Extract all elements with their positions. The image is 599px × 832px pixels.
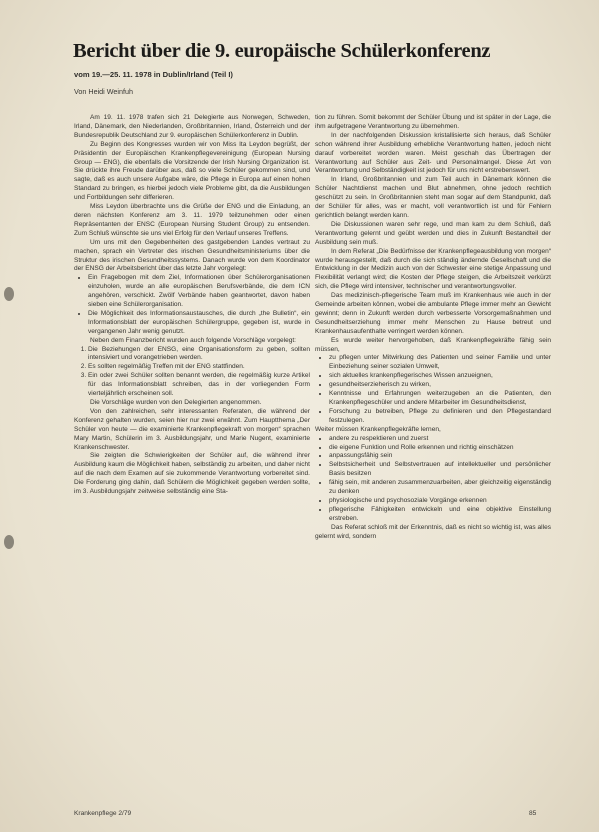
paragraph: tion zu führen. Somit bekommt der Schüler Übung und ist später in der Lage, die ihm aufgetragene Verantwortung zu übernehmen. (315, 114, 551, 130)
paragraph: In dem Referat „Die Bedürfnisse der Krankenpflegeausbildung von morgen“ wurde herausgestellt, daß durch die sich ständig ändernde Gesellschaft und die Entwicklung in der Medizin auch von der Schwester eine stetige Anpassung und Flexibilität verlangt wird; die Kosten der Pflege steigen, die Arbeitszeit verkürzt sich, die Pflege wird intensiver, technischer und verantwortungsvoller. (315, 247, 551, 291)
paragraph: Neben dem Finanzbericht wurden auch folgende Vorschläge vorgelegt: (90, 336, 296, 344)
paragraph: Es wurde weiter hervorgehoben, daß Krankenpflegekräfte fähig sein müssen, (315, 336, 551, 353)
paragraph: Um uns mit den Gegebenheiten des gastgebenden Landes vertraut zu machen, sprach ein Vertreter des irischen Gesundheitsministeriums über die Struktur des irischen Gesundheitssystems. Danach wurde von dem Koordinator der ENSG der Arbeitsbericht über das letzte Jahr vorgelegt: (74, 238, 310, 273)
paragraph: In der nachfolgenden Diskussion kristallisierte sich heraus, daß Schüler schon während ihrer Ausbildung erhebliche Verantwortung hatten, jedoch nicht darauf vorbereitet worden waren. Meist geschah das Übertragen der Verantwortung auf Schüler aus Zeit- und Personalmangel. Diese Art von Verantwortung und Selbständigkeit ist jedoch für uns nicht erstrebenswert. (315, 131, 551, 175)
list-item: • die eigene Funktion und Rolle erkennen und richtig einschätzen (329, 444, 551, 453)
list-item: • Selbstsicherheit und Selbstvertrauen auf intellektueller und persönlicher Basis besitzen (329, 461, 551, 479)
list-item: • Ein Fragebogen mit dem Ziel, Informationen über Schülerorganisationen einzuholen, wurde an alle europäischen Berufsverbände, die dem ICN angehören, verschickt. Zwölf Verbände haben geantwortet, davon haben sieben eine Schülerorganisation. (88, 274, 310, 310)
list-item: • physiologische und psychosoziale Vorgänge erkennen (329, 497, 551, 506)
article-subtitle: vom 19.—25. 11. 1978 in Dublin/Irland (Teil I) (74, 70, 233, 79)
paragraph: Zu Beginn des Kongresses wurden wir von Miss Ita Leydon begrüßt, der Präsidentin der Europäischen Krankenpflegevereinigung (European Nursing Group — ENG), die ebenfalls die Vorsitzende der Irish Nursing Organization ist. Sie drückte ihre Freude darüber aus, daß so viele Schüler gekommen sind, und sagte, daß es auch unsere Aufgabe wäre, die Pflege in Europa auf einen hohen Standard zu bringen, es hierbei jedoch viele Probleme gibt, da die Ausbildungen und Fortbildungen sehr differieren. (74, 140, 310, 202)
right-column (315, 114, 551, 542)
paragraph: Am 19. 11. 1978 trafen sich 21 Delegierte aus Norwegen, Schweden, Irland, Dänemark, den Niederlanden, Großbritannien, Irland, Österreich und der Bundesrepublik Deutschland zur 9. europäischen Schülerkonferenz in Dublin. (74, 114, 310, 139)
paragraph: In Irland, Großbritannien und zum Teil auch in Dänemark können die Schüler Nachtdienst machen und Blut abnehmen, ohne jedoch rechtlich geschützt zu sein. In Großbritannien steht man sogar auf dem Standpunkt, daß der Schüler für alles, was er macht, voll verantwortlich ist und für Fehlern gerichtlich belangt werden kann. (315, 176, 551, 219)
paragraph: Miss Leydon überbrachte uns die Grüße der ENG und die Einladung, an deren nächsten Konferenz am 3. 11. 1979 teilzunehmen oder einen Repräsentanten der ENSC (European Nursing Student Group) zu entsenden. Zum Schluß wünschte sie uns viel Erfolg für den Verlauf unseres Treffens. (74, 203, 310, 237)
numbered-list (74, 346, 310, 399)
left-column (74, 114, 310, 497)
list-item: • Kenntnisse und Erfahrungen weiterzugeben an die Patienten, den Krankenpflegeschüler und andere Mitarbeiter im Gesundheitsdienst, (329, 390, 551, 408)
list-item: 2. Es sollten regelmäßig Treffen mit der ENG stattfinden. (88, 363, 310, 372)
paragraph: Das medizinisch-pflegerische Team muß im Krankenhaus wie auch in der Gemeinde arbeiten können, wobei die ambulante Pflege immer mehr an Gewicht gewinnt; denn in Zukunft werden durch verbesserte Vorsorgemaßnahmen und Gesundheitserziehung immer mehr Menschen zu Hause betreut und Krankenhausaufenthalte verringert werden können. (315, 292, 551, 335)
list-item: • anpassungsfähig sein (329, 452, 551, 461)
list-item: 1. Die Beziehungen der ENSG, eine Organisationsform zu geben, sollten intensiviert und vorangetrieben werden. (88, 346, 310, 364)
binder-hole (4, 287, 14, 301)
binder-hole (4, 535, 14, 549)
list-item: • andere zu respektieren und zuerst (329, 435, 551, 444)
bullet-list (74, 274, 310, 336)
paragraph: Das Referat schloß mit der Erkenntnis, daß es nicht so wichtig ist, was alles gelernt wird, sondern (315, 523, 551, 540)
bullet-list (315, 435, 551, 524)
article-title: Bericht über die 9. europäische Schülerkonferenz (73, 40, 491, 62)
article-author: Von Heidi Weinfuh (74, 87, 134, 96)
page-number: 85 (529, 810, 537, 817)
list-item: • gesundheitserzieherisch zu wirken, (329, 381, 551, 390)
list-item: • sich aktuelles krankenpflegerisches Wissen anzueignen, (329, 372, 551, 381)
list-item: • pflegerische Fähigkeiten entwickeln und eine objektive Einstellung erstreben. (329, 506, 551, 524)
paragraph: Die Vorschläge wurden von den Delegierten angenommen. (90, 399, 262, 406)
bullet-list (315, 354, 551, 425)
list-item: 3. Ein oder zwei Schüler sollten benannt werden, die regelmäßig kurze Artikel für das Informationsblatt schreiben, das in der vorliegenden Form vierteljährlich erscheinen soll. (88, 372, 310, 399)
paragraph: Von den zahlreichen, sehr interessanten Referaten, die während der Konferenz gehalten wurden, seien hier nur zwei erwähnt. Zum Hauptthema „Der Schüler von heute — die examinierte Krankenpflegekraft von morgen“ sprachen Mary Martin, Schülerin im 3. Ausbildungsjahr, und Marie Nugent, examinierte Krankenschwester. (74, 407, 310, 451)
paragraph: Weiter müssen Krankenpflegekräfte lernen, (315, 425, 441, 433)
list-item: • fähig sein, mit anderen zusammenzuarbeiten, aber gleichzeitig eigenständig zu denken (329, 479, 551, 497)
footer-journal: Krankenpflege 2/79 (74, 810, 132, 817)
paragraph: Sie zeigten die Schwierigkeiten der Schüler auf, die während ihrer Ausbildung kaum die Möglichkeit haben, selbständig zu arbeiten, und daher nicht auf die nach dem Examen auf sie zukommende Verantwortung vorbereitet sind. Die Forderung ging dahin, daß Schülern die Möglichkeit gegeben werden sollte, im 3. Ausbildungsjahr zeitweise selbständig eine Sta- (74, 452, 310, 496)
list-item: • Forschung zu betreiben, Pflege zu definieren und den Pflegestandard festzulegen. (329, 408, 551, 426)
list-item: • Die Möglichkeit des Informationsaustausches, die durch „the Bulletin“, ein Informationsblatt der europäischen Schülergruppe, gegeben ist, wurde in vergangenen Jahr wenig genutzt. (88, 310, 310, 337)
list-item: • zu pflegen unter Mitwirkung des Patienten und seiner Familie und unter Einbeziehung seiner sozialen Umwelt, (329, 354, 551, 372)
paragraph: Die Diskussionen waren sehr rege, und man kam zu dem Schluß, daß Verantwortung gelernt und geübt werden und dies in Zukunft Bestandteil der Ausbildung sein muß. (315, 220, 551, 246)
